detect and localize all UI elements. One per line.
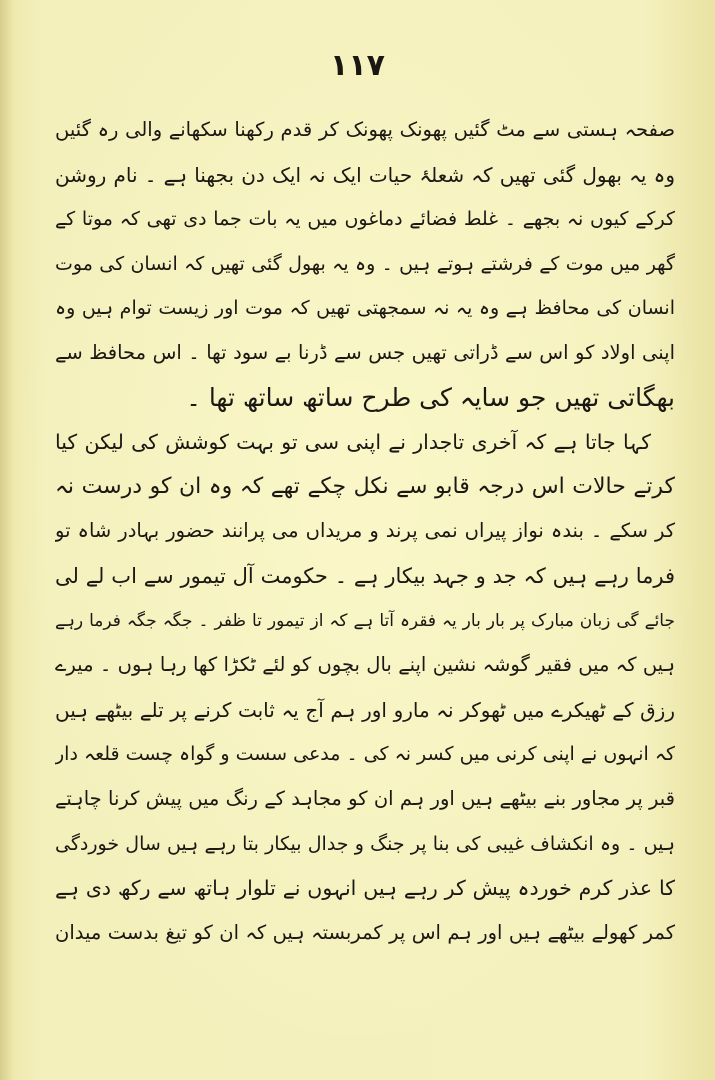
text-line: ہیں کہ میں فقیر گوشہ نشین اپنے بال بچوں کو لئے ٹکڑا کھا رہا ہوں ۔ میرے [55,653,675,677]
text-line: کر سکے ۔ بندہ نواز پیراں نمی پرند و مریداں می پرانند حضور بہادر شاہ تو [55,519,675,543]
text-line: کہ انہوں نے اپنی کرنی میں کسر نہ کی ۔ مدعی سست و گواہ چست قلعہ دار [55,743,675,766]
text-line: صفحہ ہستی سے مٹ گئیں پھونک پھونک کر قدم رکھنا سکھانے والی رہ گئیں [55,118,675,141]
page-edge-shadow [0,0,14,1080]
text-line: وہ یہ بھول گئی تھیں کہ شعلۂ حیات ایک نہ ایک دن بجھنا ہے ۔ نام روشن [55,162,675,187]
text-line: فرما رہے ہیں کہ جد و جہد بیکار ہے ۔ حکومت آل تیمور سے اب لے لی [55,563,675,588]
text-line: کا عذر کرم خوردہ پیش کر رہے ہیں انہوں نے تلوار ہاتھ سے رکھ دی ہے [55,876,675,901]
text-line: جائے گی زبان مبارک پر بار بار یہ فقرہ آتا ہے کہ از تیمور تا ظفر ۔ جگہ جگہ فرما رہے [55,610,675,631]
text-line: انسان کی محافظ ہے وہ یہ نہ سمجھتی تھیں کہ موت اور زیست توام ہیں وہ [55,297,675,320]
text-line: قبر پر مجاور بنے بیٹھے ہیں اور ہم ان کو مجاہد کے رنگ میں پیش کرنا چاہتے [55,786,675,810]
text-line: اپنی اولاد کو اس سے ڈراتی تھیں جس سے ڈرنا بے سود تھا ۔ اس محافظ سے [55,340,675,364]
text-line: کرکے کیوں نہ بجھے ۔ غلط فضائے دماغوں میں یہ بات جما دی تھی کہ موتا کے [55,208,675,231]
page-number: ١١٧ [330,48,385,83]
text-line: ہیں ۔ وہ انکشاف غیبی کی بنا پر جنگ و جدال بیکار بتا رہے ہیں سال خوردگی [55,832,675,855]
text-line: کرتے حالات اس درجہ قابو سے نکل چکے تھے کہ وہ ان کو درست نہ [55,473,675,499]
text-line: کمر کھولے بیٹھے ہیں اور ہم اس پر کمربستہ ہیں کہ ان کو تیغ بدست میدان [55,920,675,944]
text-line: بھگاتی تھیں جو سایہ کی طرح ساتھ ساتھ تھا ۔ [186,382,675,412]
paragraph-start-line: کہا جاتا ہے کہ آخری تاجدار نے اپنی سی تو بہت کوشش کی لیکن کیا [55,430,651,455]
text-line: رزق کے ٹھیکرے میں ٹھوکر نہ مارو اور ہم آج یہ ثابت کرنے پر تلے بیٹھے ہیں [55,697,675,722]
text-line: گھر میں موت کے فرشتے ہوتے ہیں ۔ وہ یہ بھول گئی تھیں کہ انسان کی موت [55,252,675,275]
urdu-text-body [55,108,675,955]
